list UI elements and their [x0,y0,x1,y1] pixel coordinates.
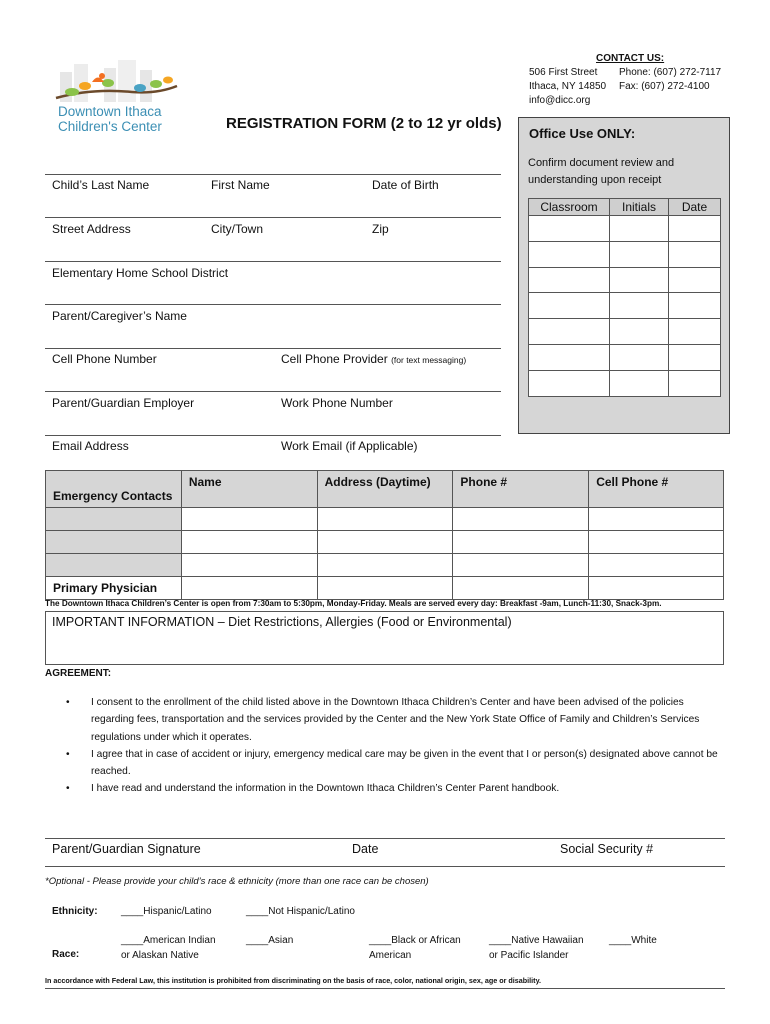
signature-label: Parent/Guardian Signature [52,842,201,856]
office-cell-classroom[interactable] [529,241,610,267]
race-hawaiian[interactable] [489,933,584,963]
field-line [45,304,501,305]
important-info-box[interactable] [45,611,724,665]
office-row [529,370,721,396]
office-cell-date[interactable] [669,267,721,293]
contact-email[interactable]: info@dicc.org [529,95,591,106]
contact-address-2: Ithaca, NY 14850 [529,81,607,92]
office-cell-classroom[interactable] [529,344,610,370]
ethnicity-label: Ethnicity: [52,906,98,917]
agreement-item: • I agree that in case of accident or injury, emergency medical care may be given in the event that I or person(s) designated above cannot be reached. [66,746,726,781]
physician-label: Primary Physician [46,577,182,600]
emergency-cell[interactable] [453,508,589,531]
emergency-cell[interactable] [589,554,724,577]
emergency-row [46,531,724,554]
office-row [529,319,721,345]
office-row [529,293,721,319]
office-cell-initials[interactable] [610,319,669,345]
district-label: Elementary Home School District [52,266,229,280]
emergency-row [46,508,724,531]
office-cell-initials[interactable] [610,216,669,242]
field-line [45,174,501,175]
race-american-indian-line-2: or Alaskan Native [121,950,199,961]
emergency-cell[interactable] [589,508,724,531]
logo-text [58,104,162,134]
field-line [45,261,501,262]
field-line [45,348,501,349]
office-row [529,344,721,370]
office-cell-date[interactable] [669,216,721,242]
field-line [45,391,501,392]
physician-cell[interactable] [589,577,724,600]
office-col-date: Date [669,199,721,216]
provider-label [281,352,466,366]
field-line [45,435,501,436]
contact-title: CONTACT US: [596,53,665,64]
office-cell-date[interactable] [669,293,721,319]
first-name-label: First Name [211,178,270,192]
work-email-label: Work Email (if Applicable) [281,439,418,453]
office-cell-date[interactable] [669,241,721,267]
ethnicity-not-hispanic[interactable]: ____Not Hispanic/Latino [246,906,355,917]
hours-note: The Downtown Ithaca Children’s Center is open from 7:30am to 5:30pm, Monday-Friday. Meals are served every day: Breakfast -9am, Lunch-11:30, Snack-3pm. [45,599,662,608]
contact-address-1: 506 First Street [529,67,598,78]
signature-date-label: Date [352,842,379,856]
emergency-cell[interactable] [317,554,453,577]
emergency-cell[interactable] [317,508,453,531]
form-title: REGISTRATION FORM (2 to 12 yr olds) [226,115,502,132]
race-hawaiian-line-2: or Pacific Islander [489,950,569,961]
emergency-col-cell: Cell Phone # [589,471,724,508]
race-black[interactable] [369,933,461,963]
emergency-table [45,470,724,600]
last-name-label: Child’s Last Name [52,178,150,192]
office-cell-date[interactable] [669,370,721,396]
physician-cell[interactable] [317,577,453,600]
office-cell-initials[interactable] [610,241,669,267]
emergency-contacts-header: Emergency Contacts [46,471,182,508]
signature-bottom-line [45,866,725,867]
emergency-cell[interactable] [181,508,317,531]
footer-line [45,988,725,989]
office-use-box [518,117,730,434]
emergency-row-label [46,554,182,577]
office-col-classroom: Classroom [529,199,610,216]
race-american-indian[interactable] [121,933,216,963]
office-note: Confirm document review and understanding upon receipt [528,157,675,186]
dob-label: Date of Birth [372,178,439,192]
logo-line-2: Children's Center [58,119,162,134]
physician-row [46,577,724,600]
emergency-col-address: Address (Daytime) [317,471,453,508]
office-cell-classroom[interactable] [529,293,610,319]
race-black-line-1: ____Black or African [369,935,461,946]
logo-line-1: Downtown Ithaca [58,104,162,119]
city-label: City/Town [211,222,264,236]
work-phone-label: Work Phone Number [281,396,393,410]
emergency-col-phone: Phone # [453,471,589,508]
race-hawaiian-line-1: ____Native Hawaiian [489,935,584,946]
agreement-list [66,694,726,798]
office-row [529,241,721,267]
office-cell-classroom[interactable] [529,370,610,396]
emergency-cell[interactable] [589,531,724,554]
emergency-row-label [46,531,182,554]
ethnicity-hispanic[interactable]: ____Hispanic/Latino [121,906,212,917]
race-white[interactable]: ____White [609,935,657,946]
provider-label-text: Cell Phone Provider [281,352,388,366]
zip-label: Zip [372,222,389,236]
provider-note: (for text messaging) [391,355,467,365]
street-label: Street Address [52,222,131,236]
office-table [528,198,721,397]
parent-name-label: Parent/Caregiver’s Name [52,309,187,323]
contact-fax: Fax: (607) 272-4100 [619,81,710,92]
office-cell-classroom[interactable] [529,319,610,345]
office-title: Office Use ONLY: [529,126,636,141]
agreement-title: AGREEMENT: [45,668,112,679]
office-cell-initials[interactable] [610,344,669,370]
office-cell-initials[interactable] [610,267,669,293]
signature-line [45,838,725,839]
legal-notice: In accordance with Federal Law, this institution is prohibited from discriminating on the basis of race, color, national origin, sex, age or disability. [45,976,542,985]
office-row [529,216,721,242]
important-info-label: IMPORTANT INFORMATION – Diet Restrictions, Allergies (Food or Environmental) [52,615,512,629]
emergency-row [46,554,724,577]
cell-label: Cell Phone Number [52,352,157,366]
emergency-cell[interactable] [453,554,589,577]
office-col-initials: Initials [610,199,669,216]
office-cell-initials[interactable] [610,370,669,396]
emergency-cell[interactable] [453,531,589,554]
race-label: Race: [52,949,80,960]
field-line [45,217,501,218]
race-american-indian-line-1: ____American Indian [121,935,216,946]
emergency-col-name: Name [181,471,317,508]
office-cell-date[interactable] [669,344,721,370]
physician-cell[interactable] [453,577,589,600]
race-asian[interactable]: ____Asian [246,935,294,946]
optional-note: *Optional - Please provide your child’s race & ethnicity (more than one race can be chosen) [45,876,429,887]
emergency-row-label [46,508,182,531]
emergency-cell[interactable] [317,531,453,554]
agreement-item: • I have read and understand the information in the Downtown Ithaca Children’s Center Parent handbook. [66,780,726,797]
ssn-label: Social Security # [560,842,654,856]
emergency-cell[interactable] [181,554,317,577]
employer-label: Parent/Guardian Employer [52,396,195,410]
office-cell-initials[interactable] [610,293,669,319]
email-label: Email Address [52,439,129,453]
office-row [529,267,721,293]
emergency-cell[interactable] [181,531,317,554]
race-black-line-2: American [369,950,412,961]
office-cell-classroom[interactable] [529,267,610,293]
agreement-item: • I consent to the enrollment of the child listed above in the Downtown Ithaca Children’s Center and have been advised of the policies regarding fees, transportation and the services provided by the Center and the New York State Office of Family and Children’s Services regulations under which it operates. [66,694,726,746]
contact-phone: Phone: (607) 272-7117 [619,67,722,78]
office-cell-date[interactable] [669,319,721,345]
physician-cell[interactable] [181,577,317,600]
office-cell-classroom[interactable] [529,216,610,242]
